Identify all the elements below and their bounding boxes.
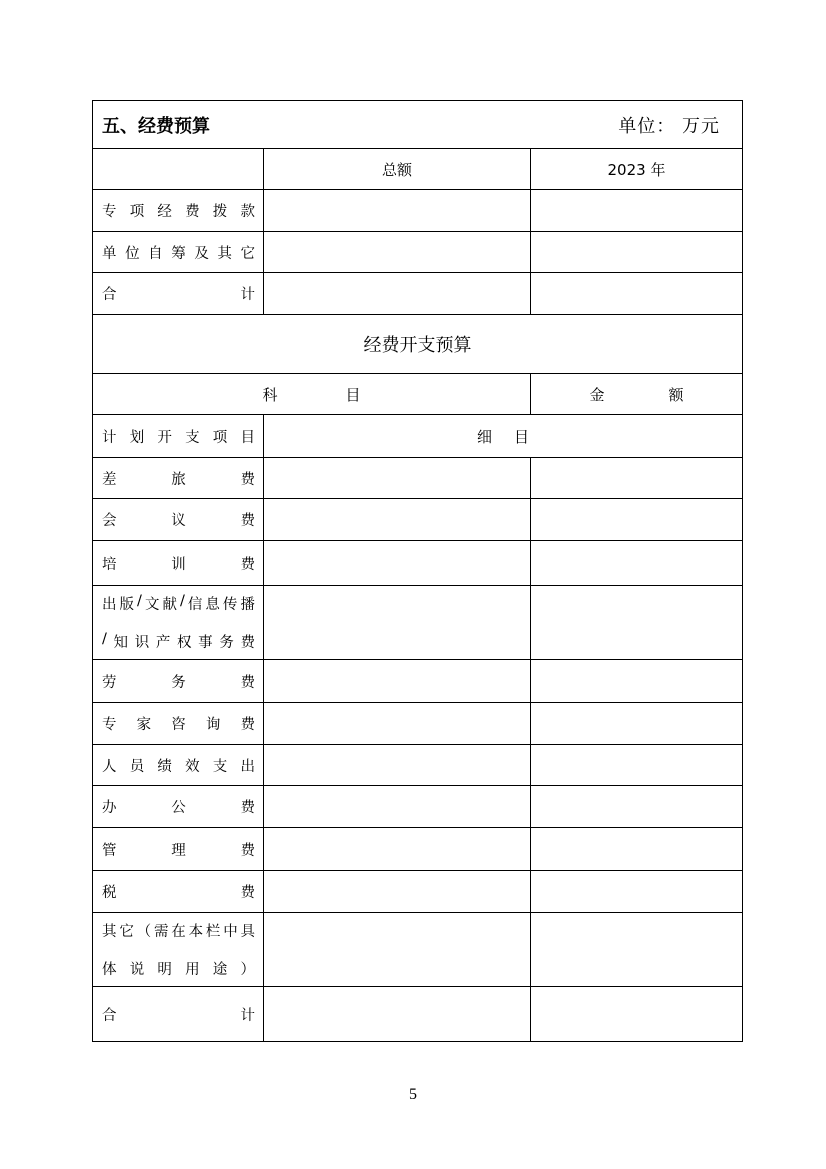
unit-label: 单位： 万元 [618,115,720,137]
year-value-cell[interactable] [531,190,742,231]
plan-row [92,414,743,457]
expense-label: 出 版 / 文 献 / 信 息 传 播 [102,593,255,613]
expense-label: 劳 务 费 [102,674,255,691]
expense-label: 人 员 绩 效 支 出 [102,758,255,775]
amount-cell[interactable] [531,828,742,870]
expense-total-label: 合 计 [102,1007,255,1024]
detail-cell[interactable] [264,586,531,659]
detail-cell[interactable] [264,987,531,1041]
expense-row [92,457,743,498]
expense-label: 税 费 [102,885,255,901]
amount-cell[interactable] [531,703,742,744]
funding-label: 专 项 经 费 拨 款 [102,204,255,220]
amount-cell[interactable] [531,913,742,986]
section-header-row [92,100,743,148]
amount-cell[interactable] [531,458,742,498]
expense-row [92,498,743,540]
total-header: 总额 [381,160,412,179]
detail-cell[interactable] [264,871,531,912]
funding-label: 单 位 自 筹 及 其 它 [102,245,255,262]
expense-total-row [92,986,743,1042]
expense-label: 培 训 费 [102,556,255,573]
expense-row [92,870,743,912]
year-value-cell[interactable] [531,232,742,272]
expense-row [92,659,743,702]
amount-cell[interactable] [531,660,742,702]
expense-label: 管 理 费 [102,842,255,859]
expense-row [92,702,743,744]
funding-header-row [92,148,743,189]
amount-cell[interactable] [531,786,742,827]
section-title: 五、经费预算 [102,115,210,137]
detail-cell[interactable] [264,458,531,498]
budget-header-row [92,373,743,414]
detail-cell[interactable] [264,745,531,785]
subject-header: 科 目 [262,385,361,404]
funding-row [92,189,743,231]
detail-cell[interactable] [264,541,531,585]
detail-cell[interactable] [264,499,531,540]
plan-label: 计 划 开 支 项 目 [102,429,255,446]
year-value-cell[interactable] [531,273,742,314]
funding-label: 合 计 [102,287,255,303]
expense-label: 专 家 咨 询 费 [102,717,255,733]
detail-cell[interactable] [264,786,531,827]
amount-cell[interactable] [531,745,742,785]
amount-cell[interactable] [531,499,742,540]
total-value-cell[interactable] [264,190,531,231]
budget-title-row [92,314,743,373]
total-value-cell[interactable] [264,273,531,314]
expense-label: 体 说 明 用 途 ） [102,962,255,978]
expense-label: 会 议 费 [102,513,255,529]
expense-label: 办 公 费 [102,800,255,816]
budget-title: 经费开支预算 [363,335,472,356]
expense-label: / 知 识 产 权 事 务 费 [102,631,255,651]
total-value-cell[interactable] [264,232,531,272]
expense-row [92,540,743,585]
expense-row [92,744,743,785]
detail-cell[interactable] [264,660,531,702]
amount-cell[interactable] [531,586,742,659]
expense-label: 其 它 （ 需 在 本 栏 中 具 [102,924,255,940]
year-header: 2023 年 [607,160,666,179]
budget-form [92,100,743,1042]
amount-cell[interactable] [531,987,742,1041]
amount-cell[interactable] [531,871,742,912]
page-number: 5 [409,1086,417,1103]
expense-label: 差 旅 费 [102,471,255,488]
funding-row [92,272,743,314]
expense-row [92,785,743,827]
amount-cell[interactable] [531,541,742,585]
funding-row [92,231,743,272]
detail-cell[interactable] [264,828,531,870]
amount-header: 金 额 [589,385,684,404]
detail-cell[interactable] [264,913,531,986]
detail-header: 细 目 [477,427,529,446]
detail-cell[interactable] [264,703,531,744]
expense-row [92,912,743,986]
expense-row [92,827,743,870]
expense-row [92,585,743,659]
